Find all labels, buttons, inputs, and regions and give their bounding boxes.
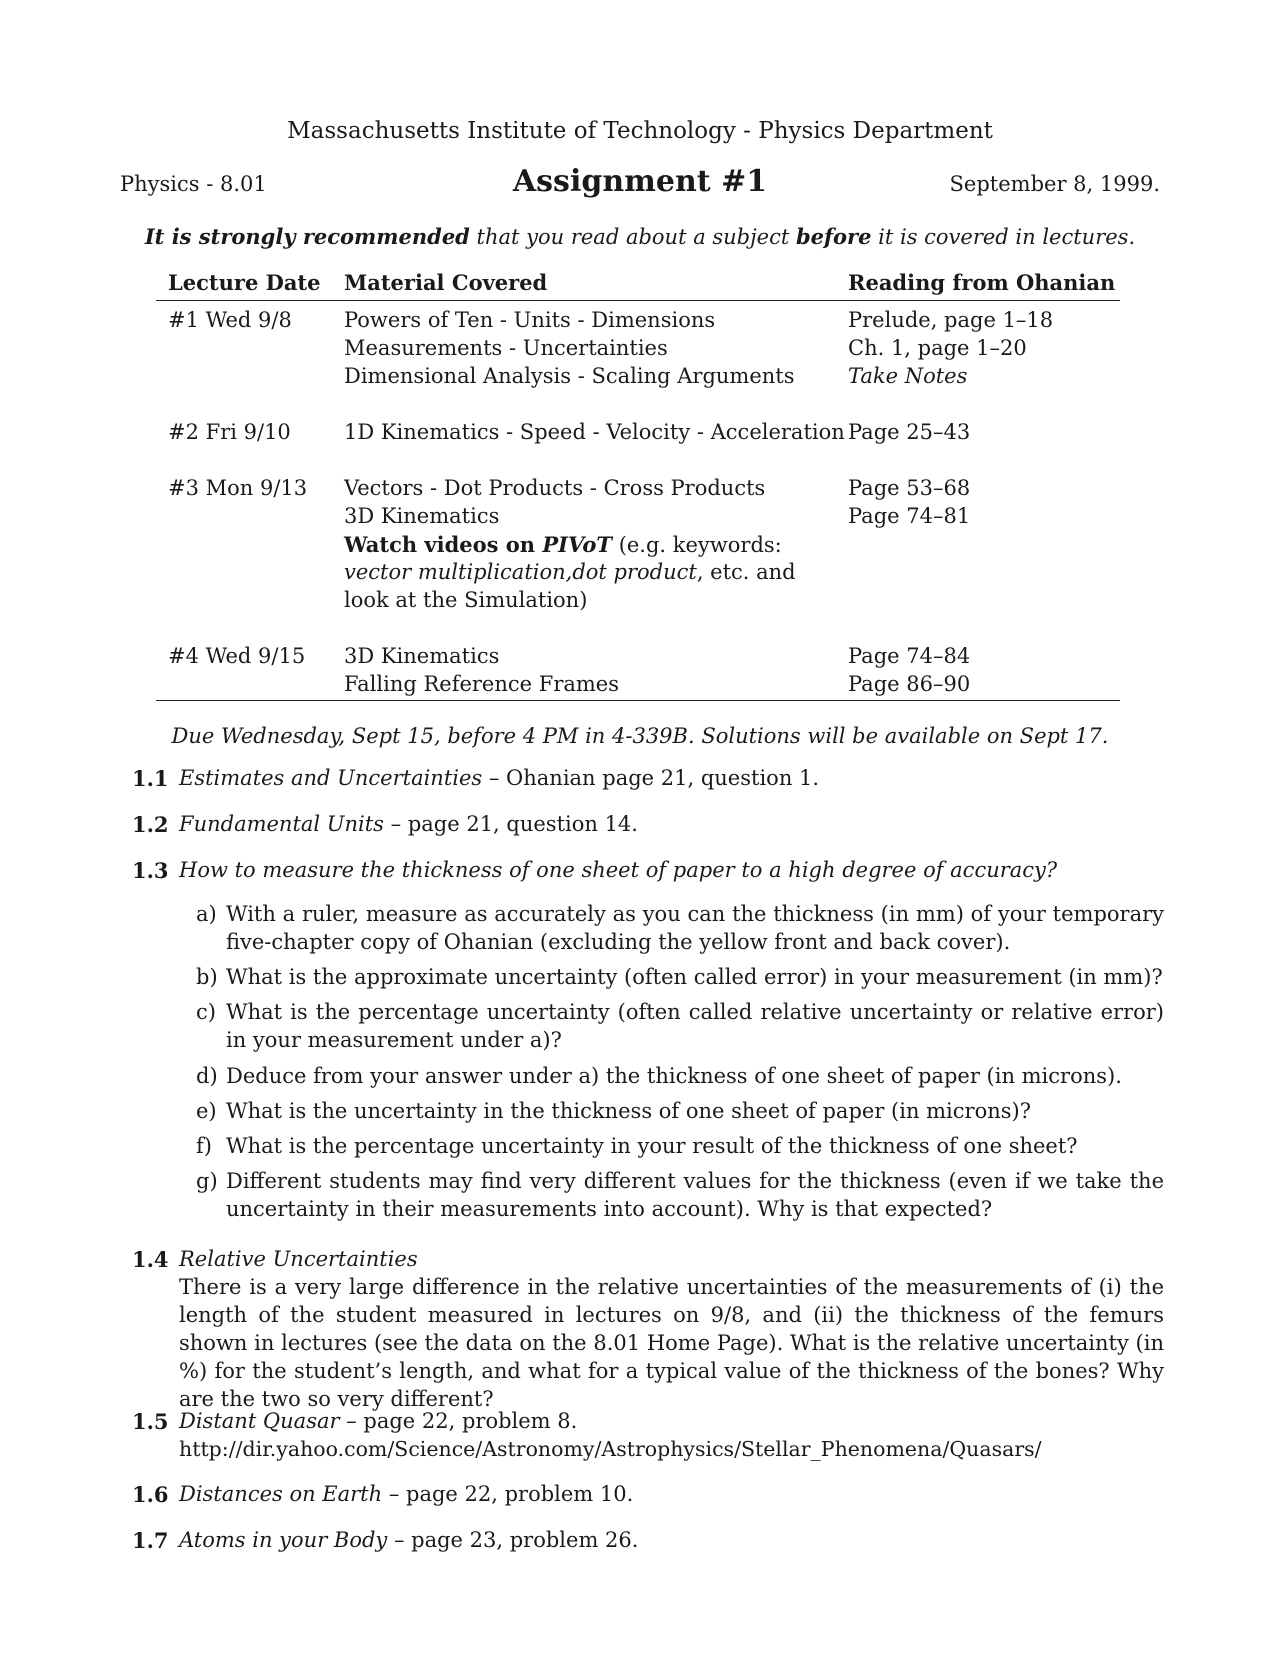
watch-keywords-intro: (e.g. keywords: <box>612 533 782 557</box>
recommendation-emphasis: It is strongly recommended <box>144 224 470 249</box>
lecture-4-topic: Falling Reference Frames <box>344 672 619 696</box>
subquestion-text: Different students may find very different values for the thickness (even if we take the uncertainty in their measurements into account). Why is that expected? <box>226 1169 1164 1221</box>
problem-title: Fundamental Units <box>179 812 384 836</box>
subquestion-text: What is the uncertainty in the thickness of one sheet of paper (in microns)? <box>226 1099 1031 1123</box>
header-lecture-date: Lecture Date <box>168 270 321 295</box>
lecture-1-topic: Powers of Ten - Units - Dimensions <box>344 308 716 332</box>
subquestion-b <box>196 963 1164 991</box>
lecture-4-reading: Page 74–84 <box>848 644 971 668</box>
problem-number: 1.6 <box>132 1482 169 1507</box>
subquestion-g <box>196 1167 1164 1223</box>
subquestion-text: What is the approximate uncertainty (often called error) in your measurement (in mm)? <box>226 965 1163 989</box>
problem-title: How to measure the thickness of one sheet of paper to a high degree of accuracy? <box>179 858 1058 882</box>
due-date-note: Due Wednesday, Sept 15, before 4 PM in 4-339B. Solutions will be available on Sept 17. <box>171 724 1109 748</box>
lecture-2-topic: 1D Kinematics - Speed - Velocity - Acceleration <box>344 420 845 444</box>
watch-label: Watch videos on <box>344 532 543 557</box>
watch-etc: , etc. and <box>696 560 796 584</box>
lecture-4-date: #4 Wed 9/15 <box>168 644 306 668</box>
subquestion-text: What is the percentage uncertainty (often called relative uncertainty or relative error) in your measurement under a)? <box>226 1000 1164 1052</box>
course-code: Physics - 8.01 <box>120 172 267 196</box>
problem-reference: – page 22, problem 8. <box>339 1409 578 1433</box>
problem-title: Atoms in your Body <box>179 1528 388 1552</box>
problem-reference: – Ohanian page 21, question 1. <box>482 766 820 790</box>
problem-number: 1.3 <box>132 858 169 883</box>
lecture-1-date: #1 Wed 9/8 <box>168 308 292 332</box>
problem-number: 1.2 <box>132 812 169 837</box>
recommendation-text-2: it is covered in lectures. <box>871 225 1136 249</box>
lecture-1-topic: Dimensional Analysis - Scaling Arguments <box>344 364 795 388</box>
problem-text <box>179 1482 633 1506</box>
lecture-1-reading: Prelude, page 1–18 <box>848 308 1054 332</box>
lecture-3-reading: Page 74–81 <box>848 504 971 528</box>
problem-title: Distant Quasar <box>179 1409 340 1433</box>
lecture-2-reading: Page 25–43 <box>848 420 971 444</box>
problem-reference: – page 22, problem 10. <box>382 1482 634 1506</box>
subquestion-label: d) <box>196 1064 218 1088</box>
lecture-3-topic: Vectors - Dot Products - Cross Products <box>344 476 766 500</box>
institution-name: Massachusetts Institute of Technology - Physics Department <box>287 118 993 144</box>
subquestion-label: g) <box>196 1169 218 1193</box>
lecture-1-reading: Take Notes <box>848 364 968 388</box>
problem-reference: – page 23, problem 26. <box>387 1528 639 1552</box>
lecture-3-watch-line-2 <box>344 560 796 584</box>
lecture-3-watch-line-1 <box>344 532 782 557</box>
subquestion-label: b) <box>196 965 218 989</box>
page-title: Assignment #1 <box>512 164 768 199</box>
subquestion-label: a) <box>196 902 217 926</box>
lecture-4-reading: Page 86–90 <box>848 672 971 696</box>
recommendation-text-1: that you read about a subject <box>469 225 796 249</box>
subquestion-label: c) <box>196 1000 216 1024</box>
problem-number: 1.1 <box>132 766 169 791</box>
quasar-link[interactable]: http://dir.yahoo.com/Science/Astronomy/Astrophysics/Stellar_Phenomena/Quasars/ <box>179 1437 1042 1461</box>
subquestion-text: Deduce from your answer under a) the thickness of one sheet of paper (in microns). <box>226 1064 1122 1088</box>
recommendation-before: before <box>795 224 872 249</box>
lecture-1-topic: Measurements - Uncertainties <box>344 336 668 360</box>
problem-number: 1.7 <box>132 1528 169 1553</box>
footer-rule <box>156 700 1120 701</box>
problem-title: Distances on Earth <box>179 1482 383 1506</box>
subquestion-text: With a ruler, measure as accurately as you can the thickness (in mm) of your temporary five-chapter copy of Ohanian (excluding the yellow front and back cover). <box>226 902 1164 954</box>
subquestion-e <box>196 1097 1164 1125</box>
problem-1-4-body: There is a very large difference in the relative uncertainties of the measurements of (i) the length of the student measured in lectures on 9/8, and (ii) the thickness of the femurs shown in lectures (see the data on the 8.01 Home Page). What is the relative uncertainty (in %) for the student’s length, and what for a typical value of the thickness of the bones? Why are the two so very different? <box>179 1275 1164 1411</box>
problem-title: Estimates and Uncertainties <box>179 766 483 790</box>
lecture-3-watch-line-3: look at the Simulation) <box>344 588 588 612</box>
recommendation-note <box>0 224 1280 249</box>
problem-text <box>179 1247 418 1271</box>
lecture-3-date: #3 Mon 9/13 <box>168 476 308 500</box>
subquestion-c <box>196 998 1164 1054</box>
problem-reference: – page 21, question 14. <box>383 812 638 836</box>
problem-text <box>179 1528 638 1552</box>
header-reading: Reading from Ohanian <box>848 270 1116 295</box>
header-material-covered: Material Covered <box>344 270 548 295</box>
subquestion-text: What is the percentage uncertainty in your result of the thickness of one sheet? <box>226 1134 1078 1158</box>
watch-keywords: vector multiplication,dot product <box>344 560 697 584</box>
lecture-2-date: #2 Fri 9/10 <box>168 420 291 444</box>
problem-number: 1.5 <box>132 1409 169 1434</box>
problem-text <box>179 812 638 836</box>
pivot-name: PIVoT <box>542 532 613 557</box>
assignment-date: September 8, 1999. <box>949 172 1160 196</box>
problem-text <box>179 766 819 790</box>
problem-text <box>179 858 1057 882</box>
problem-text <box>179 1409 577 1433</box>
lecture-3-topic: 3D Kinematics <box>344 504 500 528</box>
subquestion-d <box>196 1062 1164 1090</box>
subquestion-label: e) <box>196 1099 217 1123</box>
subquestion-label: f) <box>196 1134 212 1158</box>
lecture-4-topic: 3D Kinematics <box>344 644 500 668</box>
lecture-3-reading: Page 53–68 <box>848 476 971 500</box>
subquestion-f <box>196 1132 1164 1160</box>
problem-title: Relative Uncertainties <box>179 1247 418 1271</box>
subquestion-a <box>196 900 1164 956</box>
lecture-1-reading: Ch. 1, page 1–20 <box>848 336 1027 360</box>
header-rule <box>156 300 1120 301</box>
problem-number: 1.4 <box>132 1247 169 1272</box>
